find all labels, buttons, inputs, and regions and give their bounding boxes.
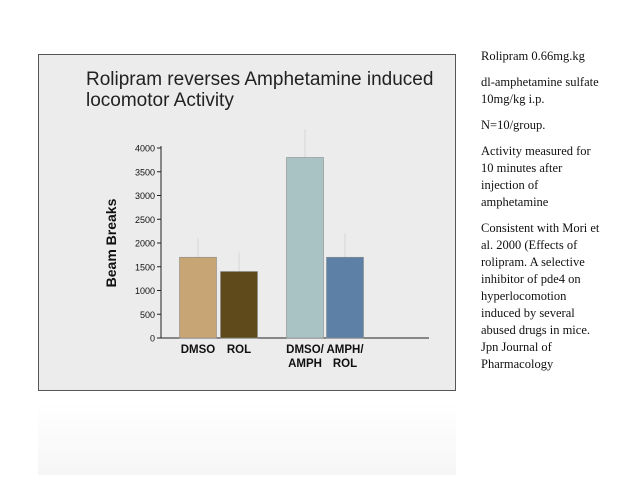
y-tick-label: 3500 [134,167,155,178]
bar-0 [180,257,217,338]
slide-bottom-area [38,400,456,475]
x-tick-label: DMSO [180,344,216,356]
y-axis-title: Beam Breaks [103,198,119,288]
bar-3 [327,257,364,338]
note-amphetamine: dl-amphetamine sulfate 10mg/kg i.p. [481,75,599,106]
y-tick-label: 2500 [134,214,155,225]
y-tick-label: 1500 [134,262,155,273]
note-reference: Consistent with Mori et al. 2000 (Effects of rolipram. A selective inhibitor of pde4 on hyperlocomotion induced by several abused drugs in mice. Jpn Journal of Pharmacology [481,221,600,371]
chart-title: Rolipram reverses Amphetamine induced locomotor Activity [86,69,434,111]
bar-1 [221,272,258,339]
y-tick-label: 3000 [134,191,155,201]
y-tick-label: 4000 [134,143,155,154]
note-dose: Rolipram 0.66mg.kg [481,49,585,63]
note-activity: Activity measured for 10 minutes after injection of amphetamine [481,144,591,209]
x-tick-label: DMSO/ AMPH [286,344,324,370]
y-tick-label: 2000 [134,238,155,249]
y-tick-label: 500 [139,309,155,320]
note-group-size: N=10/group. [481,118,546,132]
slide-panel [38,54,456,391]
y-tick-label: 1000 [134,286,155,296]
x-tick-label: AMPH/ ROL [326,344,364,370]
x-tick-label: ROL [226,344,252,356]
bar-2 [287,158,324,339]
notes-panel [481,48,636,382]
y-tick-label: 0 [149,333,155,344]
bar-chart [39,55,457,392]
